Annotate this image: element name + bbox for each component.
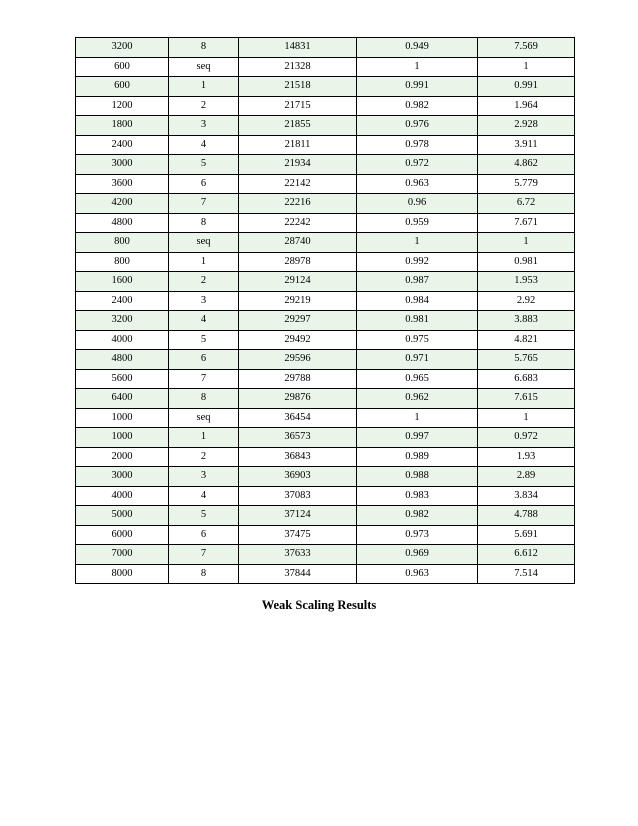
table-cell: 0.963 bbox=[357, 564, 478, 584]
table-cell: 800 bbox=[76, 233, 169, 253]
table-cell: 1 bbox=[169, 428, 239, 448]
table-row bbox=[76, 545, 575, 565]
table-cell: 29788 bbox=[239, 369, 357, 389]
table-cell: 28740 bbox=[239, 233, 357, 253]
table-cell: 8 bbox=[169, 564, 239, 584]
table-cell: 22216 bbox=[239, 194, 357, 214]
table-cell: 4 bbox=[169, 486, 239, 506]
table-cell: 3600 bbox=[76, 174, 169, 194]
table-cell: 1.964 bbox=[478, 96, 575, 116]
table-cell: 36903 bbox=[239, 467, 357, 487]
table-cell: 5 bbox=[169, 155, 239, 175]
table-row bbox=[76, 506, 575, 526]
table-row bbox=[76, 408, 575, 428]
table-cell: 0.963 bbox=[357, 174, 478, 194]
table-cell: 29219 bbox=[239, 291, 357, 311]
table-cell: 2 bbox=[169, 272, 239, 292]
table-cell: 5000 bbox=[76, 506, 169, 526]
table-cell: 0.973 bbox=[357, 525, 478, 545]
table-cell: 3 bbox=[169, 467, 239, 487]
table-cell: 22142 bbox=[239, 174, 357, 194]
table-cell: 3200 bbox=[76, 311, 169, 331]
table-cell: 4800 bbox=[76, 350, 169, 370]
table-cell: 21811 bbox=[239, 135, 357, 155]
table-cell: 0.972 bbox=[478, 428, 575, 448]
table-cell: 0.972 bbox=[357, 155, 478, 175]
table-cell: 600 bbox=[76, 57, 169, 77]
table-cell: 0.988 bbox=[357, 467, 478, 487]
table-cell: 1.953 bbox=[478, 272, 575, 292]
table-cell: 2400 bbox=[76, 291, 169, 311]
table-cell: 4.821 bbox=[478, 330, 575, 350]
table-cell: 8 bbox=[169, 213, 239, 233]
table-cell: 1000 bbox=[76, 408, 169, 428]
table-cell: 21715 bbox=[239, 96, 357, 116]
table-cell: 22242 bbox=[239, 213, 357, 233]
table-cell: 29124 bbox=[239, 272, 357, 292]
table-cell: seq bbox=[169, 408, 239, 428]
table-cell: 4 bbox=[169, 135, 239, 155]
table-cell: 3200 bbox=[76, 38, 169, 58]
table-cell: 21518 bbox=[239, 77, 357, 97]
table-cell: 29876 bbox=[239, 389, 357, 409]
table-row bbox=[76, 174, 575, 194]
table-cell: 36843 bbox=[239, 447, 357, 467]
table-cell: 0.991 bbox=[357, 77, 478, 97]
table-cell: 6.683 bbox=[478, 369, 575, 389]
table-cell: 0.987 bbox=[357, 272, 478, 292]
table-row bbox=[76, 155, 575, 175]
table-cell: 21855 bbox=[239, 116, 357, 136]
table-cell: 5 bbox=[169, 330, 239, 350]
table-cell: 4000 bbox=[76, 330, 169, 350]
table-cell: 7.514 bbox=[478, 564, 575, 584]
table-cell: 7 bbox=[169, 545, 239, 565]
table-cell: 7000 bbox=[76, 545, 169, 565]
table-cell: 37124 bbox=[239, 506, 357, 526]
table-cell: 5.765 bbox=[478, 350, 575, 370]
table-cell: 5.691 bbox=[478, 525, 575, 545]
table-cell: 0.984 bbox=[357, 291, 478, 311]
table-row bbox=[76, 291, 575, 311]
table-cell: 0.949 bbox=[357, 38, 478, 58]
table-row bbox=[76, 57, 575, 77]
table-cell: 4800 bbox=[76, 213, 169, 233]
table-cell: 4.862 bbox=[478, 155, 575, 175]
table-cell: 0.982 bbox=[357, 96, 478, 116]
table-cell: 4.788 bbox=[478, 506, 575, 526]
table-cell: 0.978 bbox=[357, 135, 478, 155]
table-cell: 2.928 bbox=[478, 116, 575, 136]
table-cell: 8 bbox=[169, 38, 239, 58]
table-cell: 1000 bbox=[76, 428, 169, 448]
table-row bbox=[76, 96, 575, 116]
table-cell: 2400 bbox=[76, 135, 169, 155]
table-cell: 0.965 bbox=[357, 369, 478, 389]
table-cell: 36454 bbox=[239, 408, 357, 428]
table-cell: 4200 bbox=[76, 194, 169, 214]
table-cell: 0.981 bbox=[478, 252, 575, 272]
table-cell: 1 bbox=[478, 233, 575, 253]
table-row bbox=[76, 311, 575, 331]
table-cell: 21328 bbox=[239, 57, 357, 77]
table-cell: 0.959 bbox=[357, 213, 478, 233]
table-cell: 6.612 bbox=[478, 545, 575, 565]
table-cell: 0.989 bbox=[357, 447, 478, 467]
table-cell: 37633 bbox=[239, 545, 357, 565]
table-cell: 7.671 bbox=[478, 213, 575, 233]
table-cell: 6 bbox=[169, 174, 239, 194]
table-cell: 0.997 bbox=[357, 428, 478, 448]
table-cell: 0.975 bbox=[357, 330, 478, 350]
table-cell: 1 bbox=[357, 408, 478, 428]
table-cell: 800 bbox=[76, 252, 169, 272]
table-body bbox=[76, 38, 575, 584]
table-cell: 0.991 bbox=[478, 77, 575, 97]
table-cell: 6000 bbox=[76, 525, 169, 545]
table-cell: 2 bbox=[169, 447, 239, 467]
table-row bbox=[76, 389, 575, 409]
table-cell: 5.779 bbox=[478, 174, 575, 194]
table-cell: 2 bbox=[169, 96, 239, 116]
table-cell: 14831 bbox=[239, 38, 357, 58]
table-cell: seq bbox=[169, 57, 239, 77]
table-cell: 7 bbox=[169, 194, 239, 214]
table-row bbox=[76, 369, 575, 389]
table-cell: 1 bbox=[357, 233, 478, 253]
table-cell: 8000 bbox=[76, 564, 169, 584]
table-cell: 1 bbox=[169, 77, 239, 97]
table-cell: 37844 bbox=[239, 564, 357, 584]
table-row bbox=[76, 564, 575, 584]
table-cell: 0.982 bbox=[357, 506, 478, 526]
table-cell: 3.883 bbox=[478, 311, 575, 331]
table-cell: 0.96 bbox=[357, 194, 478, 214]
table-cell: 0.971 bbox=[357, 350, 478, 370]
table-cell: 1600 bbox=[76, 272, 169, 292]
table-cell: 1 bbox=[169, 252, 239, 272]
table-cell: 29492 bbox=[239, 330, 357, 350]
table-cell: 1 bbox=[478, 57, 575, 77]
table-cell: 5600 bbox=[76, 369, 169, 389]
table-row bbox=[76, 233, 575, 253]
table-cell: 1 bbox=[357, 57, 478, 77]
table-cell: 37475 bbox=[239, 525, 357, 545]
table-cell: 28978 bbox=[239, 252, 357, 272]
table-cell: 8 bbox=[169, 389, 239, 409]
table-row bbox=[76, 38, 575, 58]
table-row bbox=[76, 428, 575, 448]
table-row bbox=[76, 194, 575, 214]
table-row bbox=[76, 525, 575, 545]
table-cell: 2000 bbox=[76, 447, 169, 467]
table-cell: 3000 bbox=[76, 467, 169, 487]
table-cell: 37083 bbox=[239, 486, 357, 506]
table-cell: 6.72 bbox=[478, 194, 575, 214]
table-row bbox=[76, 447, 575, 467]
table-cell: 29596 bbox=[239, 350, 357, 370]
table-cell: 36573 bbox=[239, 428, 357, 448]
table-cell: 7.615 bbox=[478, 389, 575, 409]
table-cell: 0.992 bbox=[357, 252, 478, 272]
table-cell: 4000 bbox=[76, 486, 169, 506]
table-cell: 6 bbox=[169, 525, 239, 545]
table-caption: Weak Scaling Results bbox=[261, 598, 377, 612]
table-cell: 0.981 bbox=[357, 311, 478, 331]
table-row bbox=[76, 486, 575, 506]
table-cell: 6400 bbox=[76, 389, 169, 409]
table-cell: 0.969 bbox=[357, 545, 478, 565]
table-row bbox=[76, 350, 575, 370]
weak-scaling-table bbox=[75, 37, 575, 584]
table-row bbox=[76, 77, 575, 97]
table-cell: 600 bbox=[76, 77, 169, 97]
table-cell: 5 bbox=[169, 506, 239, 526]
table-cell: 21934 bbox=[239, 155, 357, 175]
table-cell: 1200 bbox=[76, 96, 169, 116]
table-cell: 1.93 bbox=[478, 447, 575, 467]
table-row bbox=[76, 116, 575, 136]
table-cell: 3.911 bbox=[478, 135, 575, 155]
table-cell: 7.569 bbox=[478, 38, 575, 58]
table-row bbox=[76, 272, 575, 292]
table-cell: seq bbox=[169, 233, 239, 253]
table-cell: 1800 bbox=[76, 116, 169, 136]
table-cell: 3.834 bbox=[478, 486, 575, 506]
table-cell: 7 bbox=[169, 369, 239, 389]
table-row bbox=[76, 213, 575, 233]
table-cell: 0.983 bbox=[357, 486, 478, 506]
table-cell: 1 bbox=[478, 408, 575, 428]
table-cell: 3 bbox=[169, 116, 239, 136]
table-cell: 3000 bbox=[76, 155, 169, 175]
table-cell: 2.89 bbox=[478, 467, 575, 487]
table-cell: 4 bbox=[169, 311, 239, 331]
table-cell: 29297 bbox=[239, 311, 357, 331]
table-cell: 6 bbox=[169, 350, 239, 370]
table-cell: 3 bbox=[169, 291, 239, 311]
table-row bbox=[76, 252, 575, 272]
table-row bbox=[76, 330, 575, 350]
table-cell: 0.962 bbox=[357, 389, 478, 409]
table-cell: 2.92 bbox=[478, 291, 575, 311]
table-row bbox=[76, 467, 575, 487]
table-cell: 0.976 bbox=[357, 116, 478, 136]
table-row bbox=[76, 135, 575, 155]
